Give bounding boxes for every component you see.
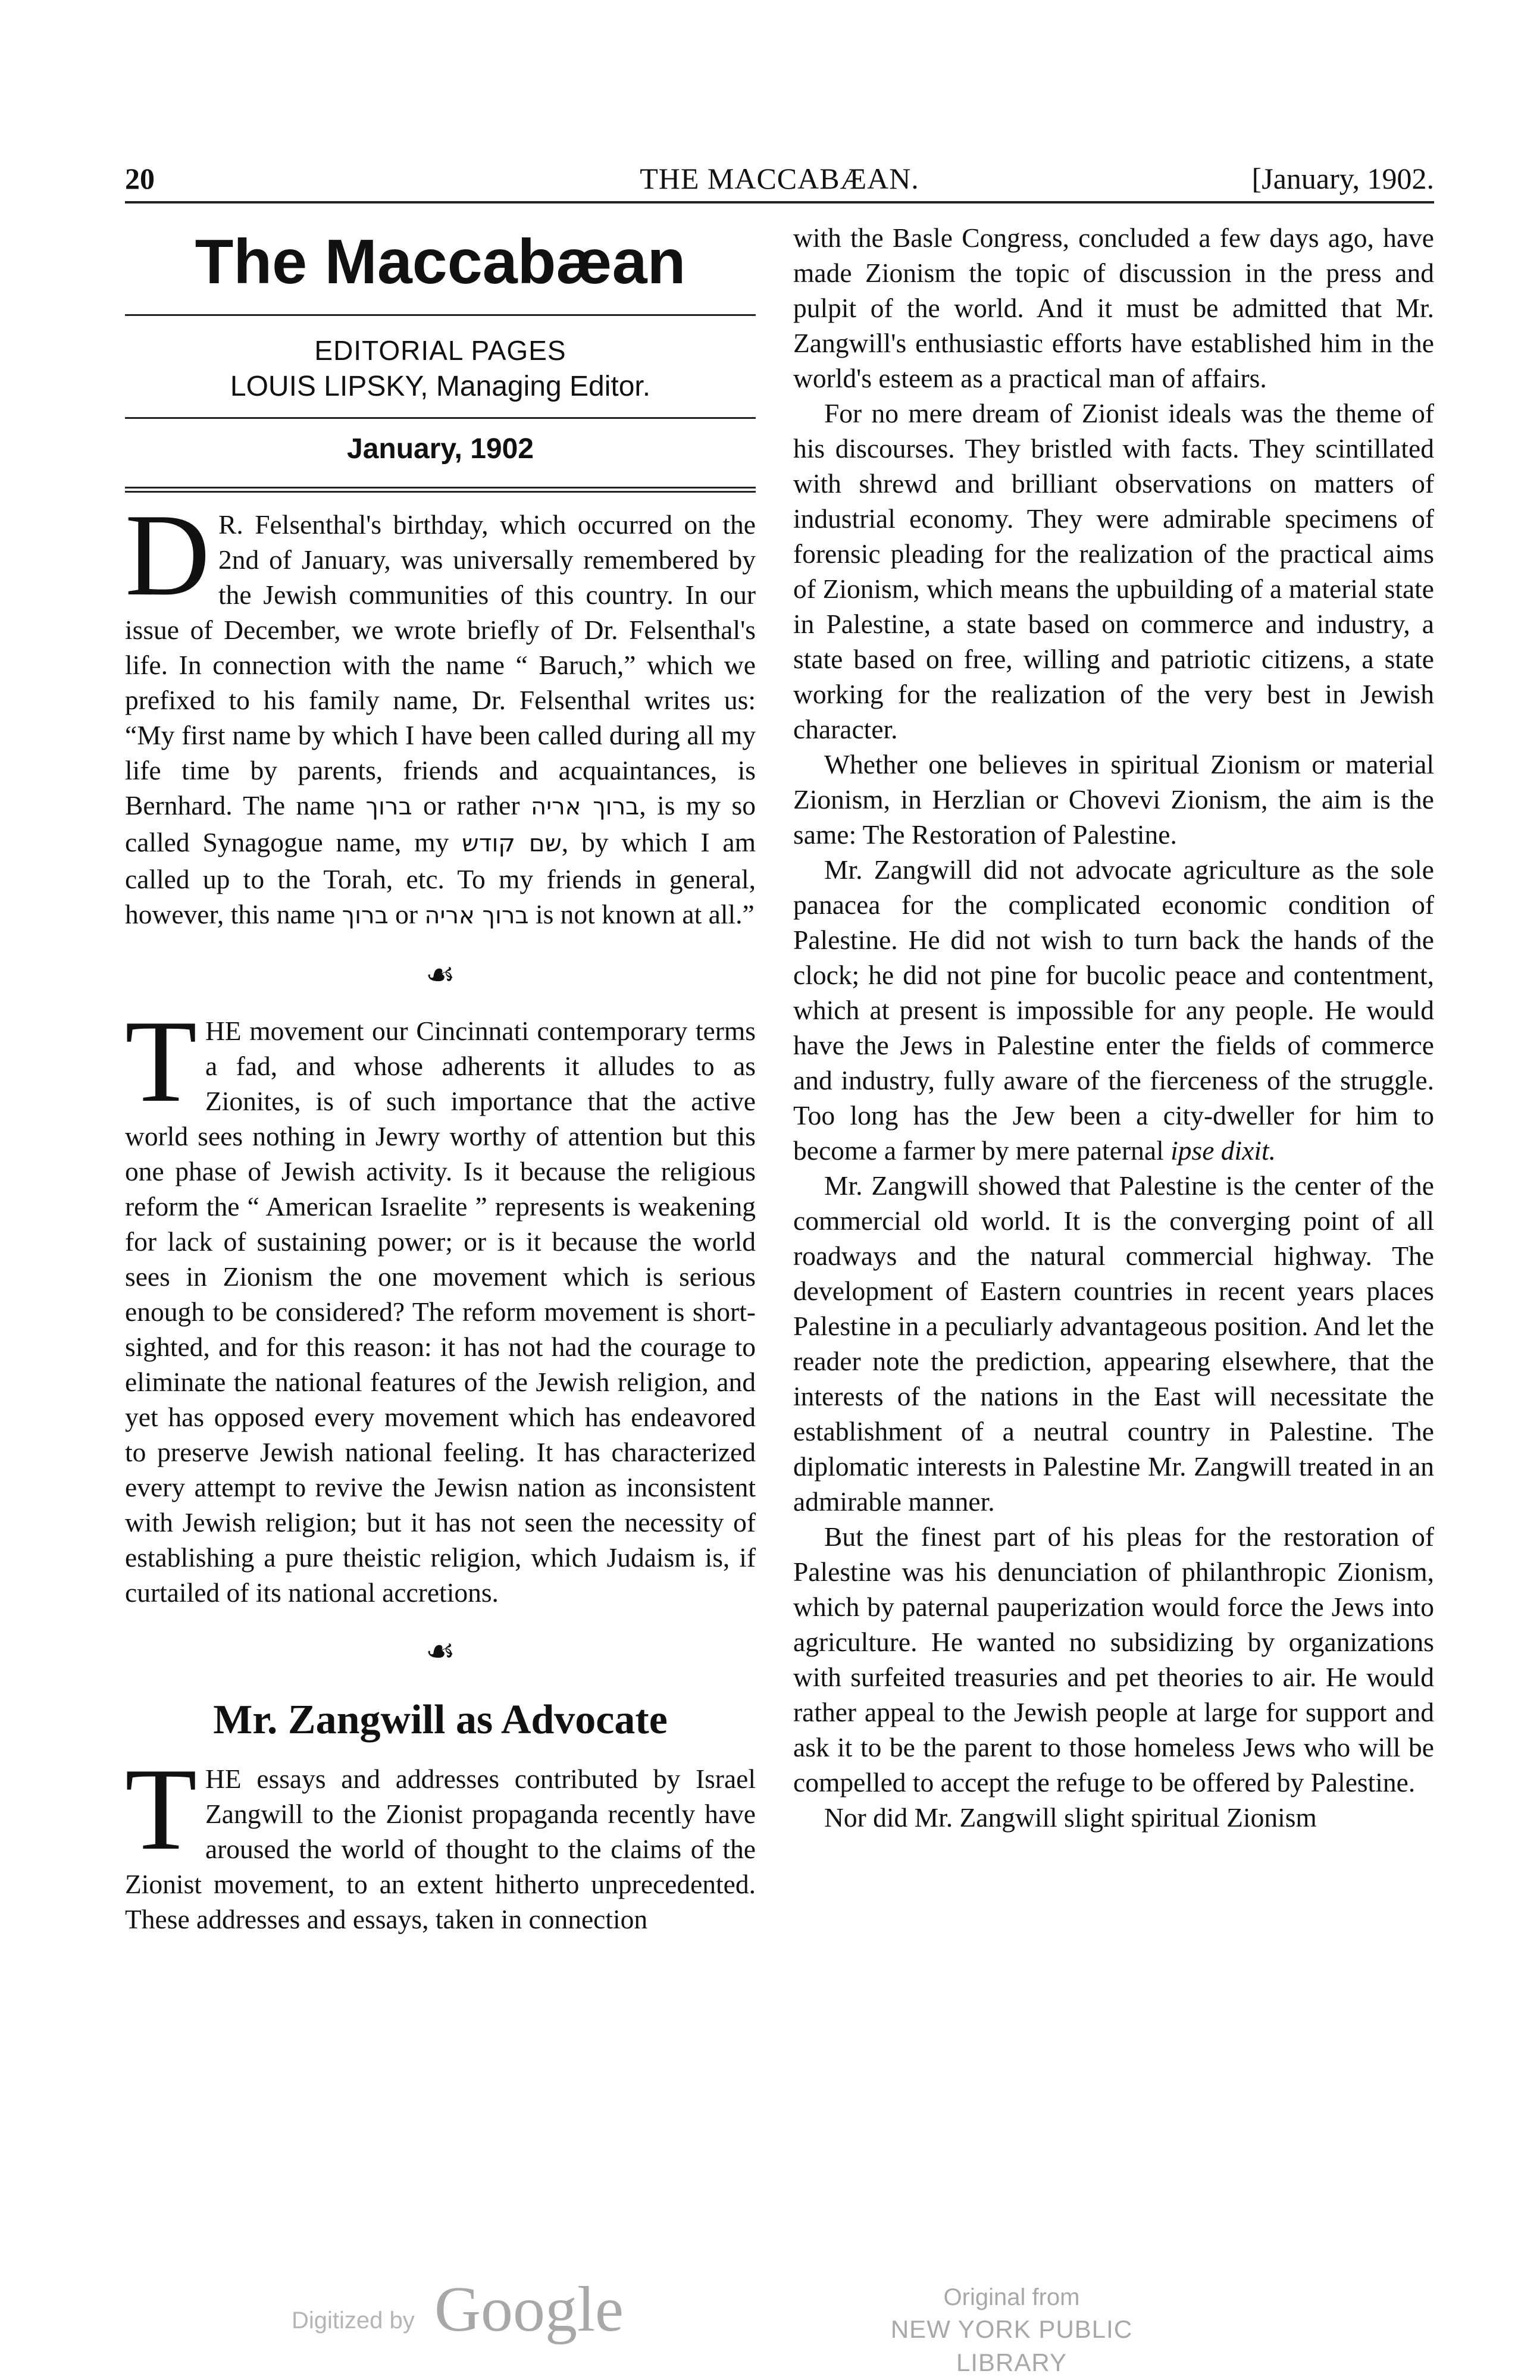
masthead-section: EDITORIAL PAGES — [314, 335, 566, 366]
text-run: or rather — [423, 790, 520, 821]
text-run: Mr. Zangwill did not advocate agriculture as the sole panacea for the complicated economic condition of Palestine. He did not wish to turn back the hands of the clock; he did not pine for bucolic peace and contentment, which at present is impossible for any people. He would have the Jews in Palestine enter the fields of commerce and industry, fully aware of the fierceness of the struggle. Too long has the Jew been a city-dweller for him to become a farmer by mere paternal — [793, 854, 1434, 1166]
paragraph: But the finest part of his pleas for the restoration of Palestine was his denunciation of philanthropic Zionism, which by paternal pauperization would force the Jews into agriculture. He wanted no subsidizing by organizations with surfeited treasuries and pet theories to air. He would rather appeal to the Jewish people at large for support and ask it to be the parent to those homeless Jews who will be compelled to accept the refuge to be offered by Palestine. — [793, 1521, 1434, 1797]
paragraph: For no mere dream of Zionist ideals was the theme of his discourses. They bristled with facts. They scintillated with shrewd and brilliant observations on matters of industrial economy. They were admirable specimens of forensic pleading for the realization of the practical aims of Zionism, which means the upbuilding of a material state in Palestine, a state based on commerce and industry, a state based on free, willing and patriotic citizens, a state working for the realization of the very best in Jewish character. — [793, 398, 1434, 744]
text-run: HE movement our Cincinnati contemporary terms a fad, and whose adherents it alludes to as Zionites, is of such importance that the active world sees nothing in Jewry worthy of attention but this one phase of Jewish activity. Is it because the religious reform the “ American Israelite ” represents is weakening for lack of sustaining power; or is it because the world sees in Zionism the one movement which is serious enough to be considered? The reform movement is shortsighted, and for this reason: it has not had the courage to eliminate the national features of the Jewish religion, and yet has opposed every movement which has endeavored to preserve Jewish national feeling. It has characterized every attempt to revive the Jewisn nation as inconsistent with Jewish religion; but it has not seen the necessity of establishing a pure theistic religion, which Judaism is, if curtailed of its national accretions. — [125, 1016, 756, 1608]
text-run: HE essays and addresses contributed by Israel Zangwill to the Zionist propaganda recently have aroused the world of thought to the claims of the Zionist movement, to an extent hitherto unprecedented. These addresses and essays, taken in connection — [125, 1764, 756, 1934]
paragraph-movement — [125, 996, 756, 1610]
masthead-editor: LOUIS LIPSKY, Managing Editor. — [125, 368, 756, 419]
library-credit — [863, 2282, 1160, 2379]
text-run: , is my so called Synagogue name, my — [125, 790, 756, 857]
masthead-date: January, 1902 — [125, 428, 756, 493]
hebrew-text: ברוך — [342, 902, 389, 929]
masthead-title: The Maccabæan — [125, 220, 756, 316]
google-watermark — [292, 2273, 649, 2350]
running-head — [125, 159, 1434, 203]
drop-cap: T — [125, 996, 197, 1126]
left-column — [125, 220, 756, 1937]
hebrew-text: שם קודש — [462, 830, 562, 857]
text-run: is not known at all.” — [535, 899, 755, 929]
text-run: or — [395, 899, 418, 929]
text-run: R. Felsenthal's birthday, which occurred on the 2nd of January, was universally remembered by the Jewish communities of this country. In our issue of December, we wrote briefly of Dr. Felsenthal's life. In connection with the name “ Baruch,” which we prefixed to his family name, Dr. Felsenthal writes us: “My first name by which I have been called during all my life time by parents, friends and acquaintances, is Bernhard. The name — [125, 509, 756, 821]
paragraph-zangwill-intro — [125, 1744, 756, 1937]
paragraph — [793, 852, 1434, 1168]
paragraph: Mr. Zangwill showed that Palestine is the center of the commercial old world. It is the converging point of all roadways and the natural commercial highway. The development of Eastern countries in recent years places Palestine in a peculiarly advantageous position. And let the reader note the prediction, appearing elsewhere, that the interests of the nations in the East will necessitate the establishment of a neutral country in Palestine. The diplomatic interests in Palestine Mr. Zangwill treated in an admirable manner. — [793, 1170, 1434, 1517]
drop-cap: D — [125, 490, 210, 620]
library-name: NEW YORK PUBLIC LIBRARY — [890, 2315, 1133, 2376]
paragraph: with the Basle Congress, concluded a few days ago, have made Zionism the topic of discussion in the press and pulpit of the world. And it must be admitted that Mr. Zangwill's enthusiastic efforts have established him in the world's esteem as a practical man of affairs. — [793, 223, 1434, 393]
issue-date: [January, 1902. — [1251, 162, 1434, 195]
hebrew-text: ברוך אריה — [424, 902, 529, 929]
original-from-label: Original from — [943, 2284, 1080, 2310]
hebrew-text: ברוך — [365, 793, 412, 821]
text-run: , by which I am called up to the Torah, etc. To my friends in general, however, this name — [125, 827, 756, 929]
google-logo: Google — [434, 2274, 624, 2345]
paragraph-felsenthal — [125, 490, 756, 934]
right-column — [793, 220, 1434, 1835]
paragraph: Nor did Mr. Zangwill slight spiritual Zionism — [824, 1802, 1317, 1833]
drop-cap: T — [125, 1744, 197, 1874]
fleuron-ornament: ☙ — [425, 956, 456, 994]
digitized-by-label: Digitized by — [292, 2307, 415, 2334]
section-title: Mr. Zangwill as Advocate — [213, 1697, 668, 1743]
hebrew-text: ברוך אריה — [531, 793, 640, 821]
journal-title: THE MACCABÆAN. — [640, 162, 919, 195]
italic-text: ipse dixit. — [1170, 1135, 1276, 1166]
page-number: 20 — [125, 162, 155, 195]
fleuron-ornament: ☙ — [425, 1632, 456, 1671]
paragraph: Whether one believes in spiritual Zionism or material Zionism, in Herzlian or Chovevi Zionism, the aim is the same: The Restoration of Palestine. — [793, 749, 1434, 850]
